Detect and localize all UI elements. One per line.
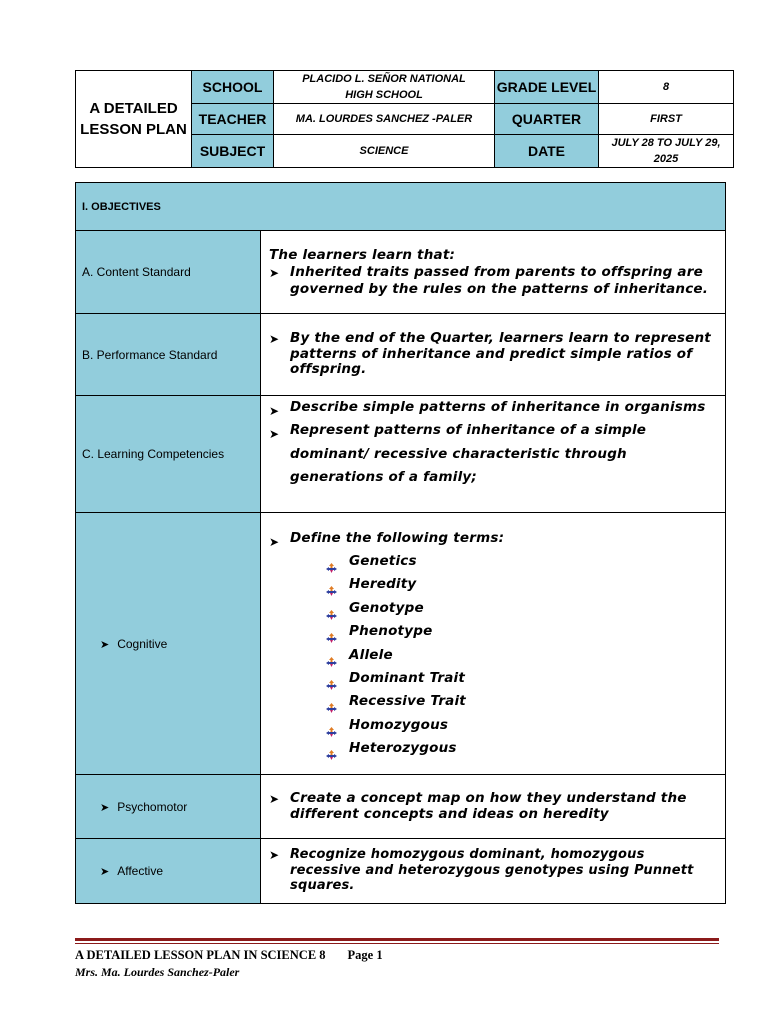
- performance-standard-bullet: [269, 331, 717, 378]
- arrowhead-bullet-icon: ➤: [100, 801, 110, 814]
- four-arrow-bullet-icon: [326, 722, 337, 732]
- teacher-value: MA. LOURDES SANCHEZ -PALER: [274, 104, 495, 135]
- list-item: [326, 597, 717, 620]
- term-text: Phenotype: [349, 623, 433, 640]
- affective-text: Recognize homozygous dominant, homozygous recessive and heterozygous genotypes using Punnett squares.: [290, 847, 694, 893]
- learning-competencies-cell: [261, 396, 726, 513]
- four-arrow-bullet-icon: [326, 558, 337, 568]
- grade-level-label: GRADE LEVEL: [495, 71, 599, 104]
- four-arrow-bullet-icon: [326, 698, 337, 708]
- psychomotor-cell: [261, 775, 726, 839]
- footer-title: A DETAILED LESSON PLAN IN SCIENCE 8: [75, 948, 326, 962]
- footer-rule-thick: [75, 938, 719, 941]
- objectives-heading: I. OBJECTIVES: [76, 183, 726, 231]
- footer-rule-thin: [75, 943, 719, 944]
- cognitive-cell: [261, 513, 726, 775]
- psychomotor-text: Create a concept map on how they understand the different concepts and ideas on heredity: [290, 790, 687, 822]
- school-value: [274, 71, 495, 104]
- list-item: [326, 620, 717, 643]
- performance-standard-cell: [261, 314, 726, 396]
- school-line-2: HIGH SCHOOL: [345, 89, 423, 101]
- arrowhead-bullet-icon: ➤: [269, 427, 280, 442]
- school-label: SCHOOL: [192, 71, 274, 104]
- title-line-1: A DETAILED: [89, 100, 178, 117]
- footer-title-line: [75, 948, 383, 963]
- date-value: [599, 135, 734, 168]
- subject-label: SUBJECT: [192, 135, 274, 168]
- list-item: [326, 644, 717, 667]
- footer-author: Mrs. Ma. Lourdes Sanchez-Paler: [75, 965, 240, 979]
- content-standard-text: Inherited traits passed from parents to offspring are governed by the rules on the patterns of inheritance.: [290, 263, 709, 297]
- date-label: DATE: [495, 135, 599, 168]
- list-item: [326, 573, 717, 596]
- term-list: [269, 550, 717, 761]
- cognitive-label: Cognitive: [117, 636, 168, 651]
- arrowhead-bullet-icon: ➤: [269, 792, 280, 806]
- four-arrow-bullet-icon: [326, 675, 337, 685]
- list-item: [326, 737, 717, 760]
- list-item: [326, 667, 717, 690]
- content-standard-bullet: [269, 264, 717, 298]
- quarter-value: FIRST: [599, 104, 734, 135]
- performance-standard-label: B. Performance Standard: [76, 314, 261, 396]
- cognitive-intro: Define the following terms:: [290, 529, 505, 546]
- affective-bullet: [269, 847, 717, 894]
- date-line-2: 2025: [653, 153, 679, 165]
- arrowhead-bullet-icon: ➤: [100, 866, 110, 878]
- arrowhead-bullet-icon: ➤: [269, 332, 280, 347]
- competency-bullet-2: [269, 419, 717, 489]
- competency-text-2: Represent patterns of inheritance of a simple dominant/ recessive characteristic through generations of a family;: [290, 422, 647, 486]
- term-text: Heterozygous: [349, 740, 457, 757]
- term-text: Genotype: [349, 599, 424, 616]
- list-item: [326, 550, 717, 573]
- content-standard-cell: [261, 231, 726, 314]
- arrowhead-bullet-icon: ➤: [269, 848, 280, 862]
- four-arrow-bullet-icon: [326, 628, 337, 638]
- performance-standard-text: By the end of the Quarter, learners learn to represent patterns of inheritance and predict simple ratios of offspring.: [290, 330, 711, 378]
- cognitive-label-cell: [76, 513, 261, 775]
- title-line-2: LESSON PLAN: [80, 121, 187, 138]
- subject-value: SCIENCE: [274, 135, 495, 168]
- psychomotor-bullet: [269, 791, 717, 822]
- affective-cell: [261, 839, 726, 904]
- date-line-1: JULY 28 TO JULY 29,: [611, 137, 721, 149]
- arrowhead-bullet-icon: ➤: [269, 534, 280, 549]
- page-number: Page 1: [347, 948, 383, 962]
- objectives-table: [75, 182, 726, 904]
- quarter-label: QUARTER: [495, 104, 599, 135]
- term-text: Allele: [349, 646, 393, 663]
- school-line-1: PLACIDO L. SEÑOR NATIONAL: [302, 73, 466, 85]
- learning-competencies-label: C. Learning Competencies: [76, 396, 261, 513]
- list-item: [326, 714, 717, 737]
- term-text: Dominant Trait: [349, 669, 466, 686]
- competency-bullet-1: [269, 396, 717, 419]
- arrowhead-bullet-icon: ➤: [100, 638, 110, 651]
- affective-label: Affective: [117, 864, 164, 878]
- term-text: Homozygous: [349, 716, 449, 733]
- list-item: [326, 690, 717, 713]
- lesson-header-table: [75, 70, 734, 168]
- term-text: Recessive Trait: [349, 693, 466, 710]
- term-text: Genetics: [349, 552, 417, 569]
- arrowhead-bullet-icon: ➤: [269, 265, 280, 280]
- competency-text-1: Describe simple patterns of inheritance in organisms: [290, 399, 706, 415]
- teacher-label: TEACHER: [192, 104, 274, 135]
- four-arrow-bullet-icon: [326, 581, 337, 591]
- affective-label-cell: [76, 839, 261, 904]
- four-arrow-bullet-icon: [326, 652, 337, 662]
- content-standard-intro: The learners learn that:: [269, 246, 456, 263]
- term-text: Heredity: [349, 576, 417, 593]
- cognitive-intro-bullet: [269, 527, 717, 550]
- arrowhead-bullet-icon: ➤: [269, 404, 280, 418]
- four-arrow-bullet-icon: [326, 605, 337, 615]
- grade-level-value: 8: [599, 71, 734, 104]
- lesson-plan-title: [76, 71, 192, 168]
- content-standard-label: A. Content Standard: [76, 231, 261, 314]
- four-arrow-bullet-icon: [326, 745, 337, 755]
- psychomotor-label-cell: [76, 775, 261, 839]
- psychomotor-label: Psychomotor: [117, 799, 188, 814]
